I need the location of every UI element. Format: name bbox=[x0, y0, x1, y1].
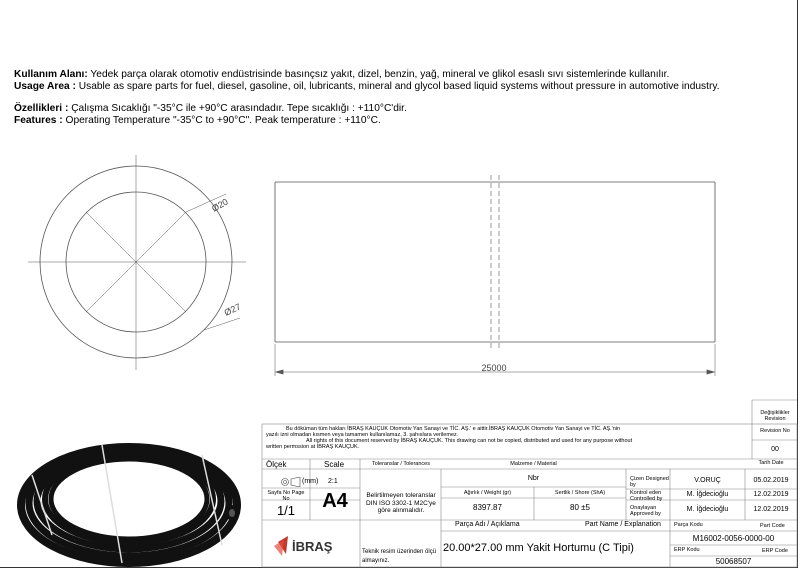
length-dimension: 25000 bbox=[481, 363, 507, 373]
hardness-label: Sertlik / Shore (ShA) bbox=[554, 490, 606, 496]
part-name: 20.00*27.00 mm Yakit Hortumu (C Tipi) bbox=[443, 542, 634, 554]
designed-by: V.ORUÇ bbox=[694, 477, 721, 484]
copyright-notice: Bu döküman tüm hakları İBRAŞ KAUÇUK Otomotiv Yan Sanayi ve TİC. AŞ.' e aittir.İBRAŞ KAUÇUK Otomotiv Yan Sanayi ve TİC. AŞ.'nin yazılı izni olmadan kısmen veya tamamen kullanılamaz, 3. şahıslara verilemez. All rights of this document reserved by İBRAŞ KAUÇUK. This drawing can not be copied, distributed and used for any purpose without written permssion at İBRAŞ KAUÇUK. bbox=[266, 426, 633, 450]
material-label: Malzeme / Material bbox=[510, 461, 557, 467]
date-label: Tarih Date bbox=[758, 460, 784, 466]
material-value: Nbr bbox=[527, 475, 540, 482]
usage-en: Usage Area : Usable as spare parts for fuel, diesel, gasoline, oil, lubricants, mineral and glycol based liquid systems without pressure in automotive industry. bbox=[14, 80, 720, 92]
page-value: 1/1 bbox=[276, 503, 296, 518]
weight-value: 8397.87 bbox=[473, 503, 502, 512]
scale-en-label: Scale bbox=[324, 460, 345, 469]
hose-cross-section bbox=[28, 155, 246, 370]
erp-label-en: ERP Code bbox=[762, 548, 788, 554]
scale-tr-label: Ölçek bbox=[266, 460, 287, 469]
logo-text: İBRAŞ bbox=[292, 539, 333, 554]
outer-diameter-label: Ø27 bbox=[222, 301, 243, 318]
weight-label: Ağırlık / Weight (gr) bbox=[463, 490, 512, 496]
projection-symbol bbox=[280, 477, 302, 490]
units-label: (mm) bbox=[302, 478, 319, 485]
revision-no-label: Revision No bbox=[760, 428, 790, 434]
designed-label: Çizen Designed by bbox=[630, 476, 669, 488]
part-name-tr-label: Parça Adı / Açıklama bbox=[455, 521, 520, 528]
controlled-by: M. İğdecioğlu bbox=[686, 491, 729, 498]
part-name-en-label: Part Name / Explanation bbox=[585, 521, 661, 528]
part-code-label: Parça Kodu bbox=[674, 522, 703, 528]
designed-date: 05.02.2019 bbox=[753, 477, 789, 484]
company-logo bbox=[264, 526, 358, 564]
hose-coil-photo bbox=[12, 425, 246, 567]
tolerances-text: Belirtilmeyen toleranslar DIN ISO 3302-1 M2C'ye göre alınmalıdır. bbox=[366, 492, 436, 514]
paper-format: A4 bbox=[322, 490, 348, 512]
erp-label-tr: ERP Kodu bbox=[674, 547, 700, 553]
page-label: Sayfa No Page No bbox=[267, 490, 305, 502]
approved-label: Onaylayan Approved by bbox=[630, 505, 661, 517]
erp-code: 50068507 bbox=[715, 557, 752, 566]
measure-note: Teknik resim üzerinden ölçü almayınız. bbox=[362, 549, 437, 564]
tolerances-label: Toleranslar / Tolerances bbox=[372, 461, 430, 467]
part-code-en-label: Part Code bbox=[760, 523, 785, 529]
part-code: M16002-0056-0000-00 bbox=[692, 534, 775, 543]
scale-value: 2:1 bbox=[328, 478, 338, 485]
features-en: Features : Operating Temperature "-35°C to +90°C". Peak temperature : +110°C. bbox=[14, 114, 381, 126]
approved-date: 12.02.2019 bbox=[753, 506, 789, 513]
inner-diameter-label: Ø20 bbox=[210, 196, 230, 214]
revisions-label: Değişiklikler Revision bbox=[760, 410, 790, 422]
features-tr: Özellikleri : Çalışma Sıcaklığı "-35°C ile +90°C arasındadır. Tepe sıcaklığı : +110°C'dir. bbox=[14, 103, 407, 114]
hardness-value: 80 ±5 bbox=[570, 503, 590, 512]
approved-by: M. İğdecioğlu bbox=[686, 506, 729, 513]
usage-tr: Kullanım Alanı: Yedek parça olarak otomotiv endüstrisinde basınçsız yakıt, dizel, benzin, yağ, mineral ve glikol esaslı sıvı sistemlerinde kullanılır. bbox=[14, 69, 670, 80]
controlled-date: 12.02.2019 bbox=[753, 491, 789, 498]
hose-side-view bbox=[275, 175, 715, 376]
revision-no-value: 00 bbox=[771, 446, 779, 453]
controlled-label: Kontrol eden Controlled by bbox=[630, 490, 663, 502]
